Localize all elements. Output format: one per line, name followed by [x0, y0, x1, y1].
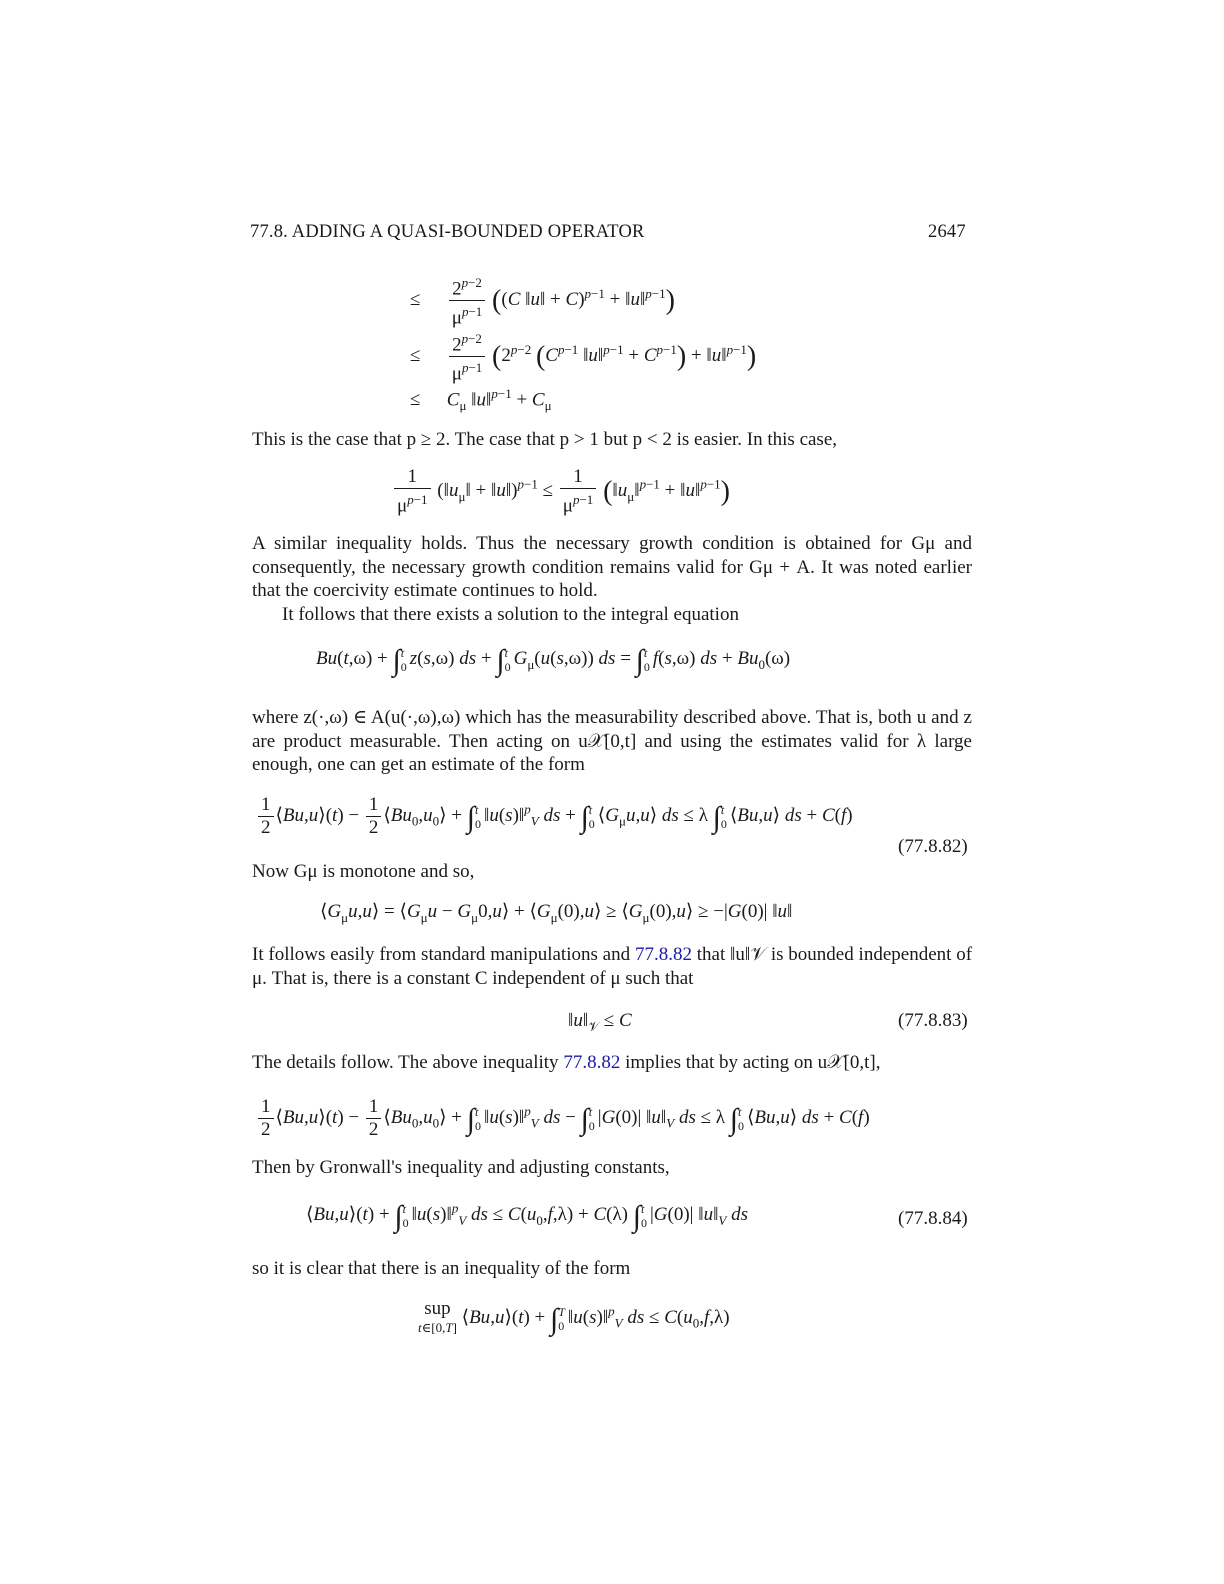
bound-equation: $‖u‖_𝒱 \le C$ — [568, 1010, 632, 1034]
integral-equation: Bu(t,ω) + ∫ t 0 z(s,ω) ds + ∫ t 0 $G_\mu(u(s,\omega))$ ds = ∫ t 0 f(s,ω) ds + $Bu_0(\omega)$ — [316, 644, 791, 677]
equation-number-83: (77.8.83) — [898, 1010, 968, 1031]
equation-p-less-2: $\frac{1}{\mu^{p-1}}$ ($‖u_\mu‖$ + ‖u‖)$^{p-1}$ ≤ $\frac{1}{\mu^{p-1}}$ ($‖u_\mu‖^{p-1}$ + ‖u‖$^{p-1}$) — [392, 466, 730, 517]
estimate-equation: $\frac{1}{2}$ ⟨Bu,u⟩(t) − $\frac{1}{2}$ $⟨Bu_0,u_0⟩$ + ∫ t 0 ‖u(s)‖$^p_V$ ds + ∫ t 0 $⟨G_\mu u,u⟩$ ds ≤ λ ∫ t 0 ⟨Bu,u⟩ ds + C(f) — [256, 794, 853, 839]
paragraph-5: Now Gμ is monotone and so, — [252, 861, 475, 882]
equation-link-82[interactable]: 77.8.82 — [634, 944, 692, 965]
paragraph-2: A similar inequality holds. Thus the necessary growth condition is obtained for Gμ and consequently, the necessary growth condition remains valid for Gμ + A. It was noted earlier that the coercivity estimate continues to hold. — [252, 533, 972, 601]
paragraph-3: It follows that there exists a solution to the integral equation — [282, 604, 739, 625]
detail-inequality: $\frac{1}{2}$ ⟨Bu,u⟩(t) − $\frac{1}{2}$ $⟨Bu_0,u_0⟩$ + ∫ t 0 ‖u(s)‖$^p_V$ ds − ∫ t 0 |G(0)| $‖u‖_V$ ds ≤ λ ∫ t 0 ⟨Bu,u⟩ ds + C(f) — [256, 1096, 870, 1141]
equation-link-82-second[interactable]: 77.8.82 — [563, 1052, 621, 1073]
paragraph-1: This is the case that p ≥ 2. The case that p > 1 but p < 2 is easier. In this case, — [252, 429, 838, 450]
paragraph-6 — [252, 943, 972, 990]
gronwall-inequality: ⟨Bu,u⟩(t) + ∫ t 0 ‖u(s)‖$^p_V$ ds ≤ $C(u_0,f,\lambda) + C(\lambda)$ ∫ t 0 |G(0)| $‖u‖_V$ ds — [306, 1200, 749, 1233]
equation-line-2: ≤ $\frac{2^{p-2}}{\mu^{p-1}}$ ($2^{p-2}$ ($C^{p-1}$ ‖u‖$^{p-1}$ + $C^{p-1}$) + ‖u‖$^{p-1}$) — [410, 328, 756, 386]
sup-inequality: sup t∈[0,T] ⟨Bu,u⟩(t) + ∫ T 0 ‖u(s)‖$^p_V$ ds ≤ $C(u_0,f,\lambda)$ — [418, 1298, 730, 1336]
paragraph-4: where z(·,ω) ∈ A(u(·,ω),ω) which has the measurability described above. That is, both u and z are product measurable. Then acting on u𝒳[0,t] and using the estimates valid for λ large enough, one can get an estimate of the form — [252, 707, 972, 775]
paragraph-7-end: implies that by acting on u𝒳[0,t], — [625, 1052, 881, 1073]
paragraph-6-start: It follows easily from standard manipulations and — [252, 944, 631, 965]
monotone-equation: $⟨G_\mu u,u⟩$ = $⟨G_\mu u$ − $G_\mu 0,u⟩$ + $⟨G_\mu(0),u⟩$ ≥ $⟨G_\mu(0),u⟩ \ge -|G(0)|$ ‖u‖ — [320, 901, 793, 925]
equation-number-82: (77.8.82) — [898, 836, 968, 857]
equation-line-1: ≤ $\frac{2^{p-2}}{\mu^{p-1}}$ ((C ‖u‖ + C)$^{p-1}$ + ‖u‖$^{p-1}$) — [410, 272, 675, 330]
paragraph-7-start: The details follow. The above inequality — [252, 1052, 559, 1073]
running-header: 77.8. ADDING A QUASI-BOUNDED OPERATOR — [250, 222, 645, 242]
paragraph-7 — [252, 1051, 972, 1075]
equation-number-84: (77.8.84) — [898, 1208, 968, 1229]
paragraph-9: so it is clear that there is an inequality of the form — [252, 1258, 631, 1279]
page-number: 2647 — [928, 222, 966, 242]
paragraph-6-end: that ‖u‖𝒱 is bounded independent of μ. That is, there is a constant C independent of μ such that — [252, 944, 973, 989]
paragraph-8: Then by Gronwall's inequality and adjusting constants, — [252, 1157, 670, 1178]
equation-line-3: ≤ $C_\mu$ ‖u‖$^{p-1}$ + $C_\mu$ — [410, 386, 552, 414]
